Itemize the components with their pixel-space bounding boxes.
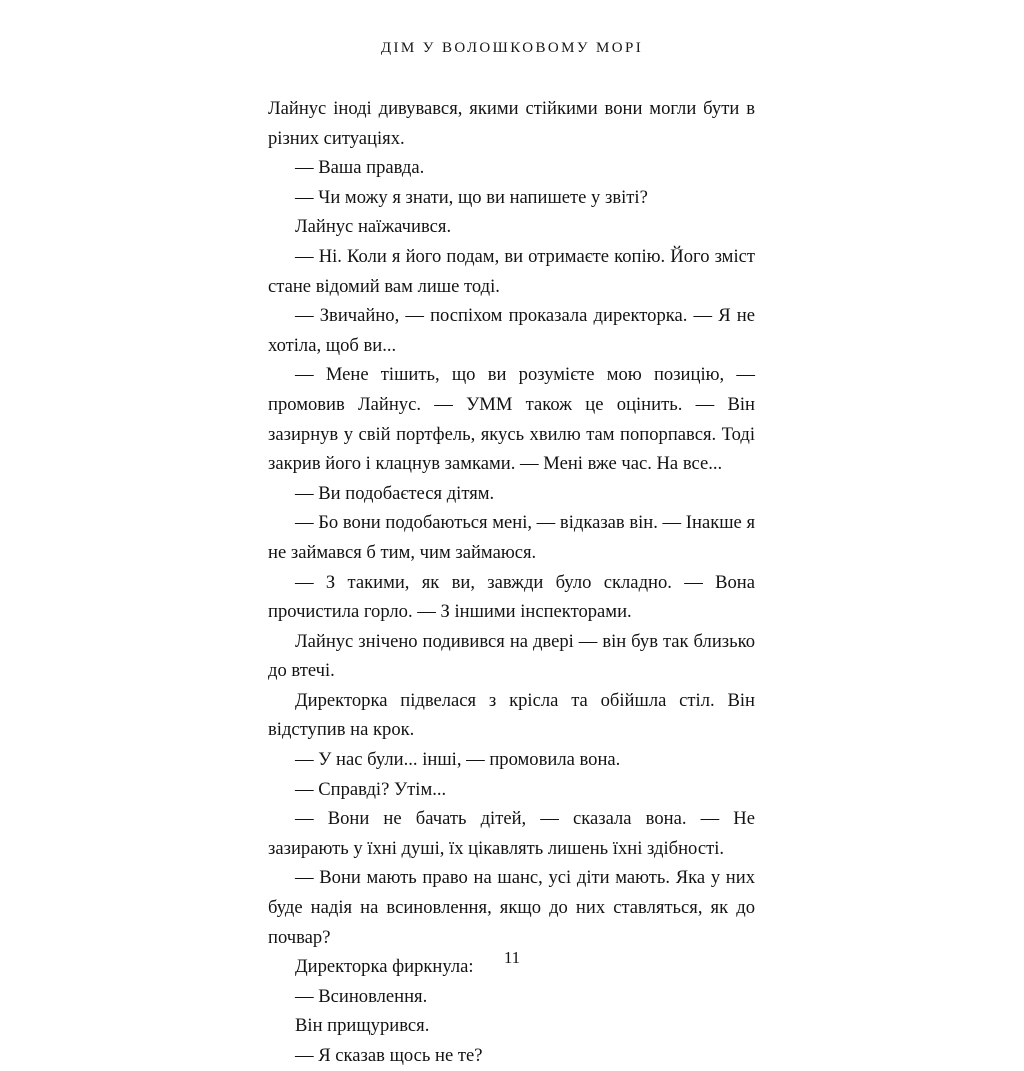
paragraph: — Вони не бачать дітей, — сказала вона. — Не зазирають у їхні душі, їх цікавлять лишень їхні здібності. xyxy=(268,808,755,859)
paragraph: — Мене тішить, що ви розумієте мою позицію, — промовив Лайнус. — УММ також це оцінить. — Він зазирнув у свій портфель, якусь хвилю там попорпався. Тоді закрив його і клацнув замками. — Мені вже час. На все... xyxy=(268,364,755,475)
paragraph: — У нас були... інші, — промовила вона. xyxy=(295,749,621,771)
paragraph: Директорка фиркнула: xyxy=(295,956,474,978)
paragraph: Директорка підвелася з крісла та обійшла стіл. Він відступив на крок. xyxy=(268,689,755,741)
paragraph: — Я сказав щось не те? xyxy=(295,1045,483,1066)
paragraph: Він прищурився. xyxy=(295,1015,430,1037)
body-text xyxy=(268,94,755,1071)
paragraph: — Ваша правда. xyxy=(295,157,425,179)
paragraph: — Справді? Утім... xyxy=(295,778,447,800)
paragraph: — Ні. Коли я його подам, ви отримаєте копію. Його зміст стане відомий вам лише тоді. xyxy=(268,245,755,297)
paragraph: Лайнус іноді дивувався, якими стійкими вони могли бути в різних ситуаціях. xyxy=(268,98,755,149)
paragraph: Лайнус знічено подивився на двері — він був так близько до втечі. xyxy=(268,630,755,682)
paragraph: — Ви подобаєтеся дітям. xyxy=(295,482,495,504)
paragraph: — Бо вони подобаються мені, — відказав він. — Інакше я не займався б тим, чим займаюся. xyxy=(268,512,755,563)
paragraph: Лайнус наїжачився. xyxy=(295,216,452,238)
paragraph: — Всиновлення. xyxy=(295,985,428,1007)
paragraph: — Звичайно, — поспіхом проказала директорка. — Я не хотіла, щоб ви... xyxy=(268,305,755,356)
running-head: ДІМ У ВОЛОШКОВОМУ МОРІ xyxy=(380,40,644,56)
paragraph: — Чи можу я знати, що ви напишете у звіті? xyxy=(295,186,648,208)
page-number: 11 xyxy=(503,948,521,967)
paragraph: — Вони мають право на шанс, усі діти мають. Яка у них буде надія на всиновлення, якщо до них ставляться, як до почвар? xyxy=(268,867,755,948)
paragraph: — З такими, як ви, завжди було складно. — Вона прочистила горло. — З іншими інспекторами. xyxy=(268,571,755,623)
